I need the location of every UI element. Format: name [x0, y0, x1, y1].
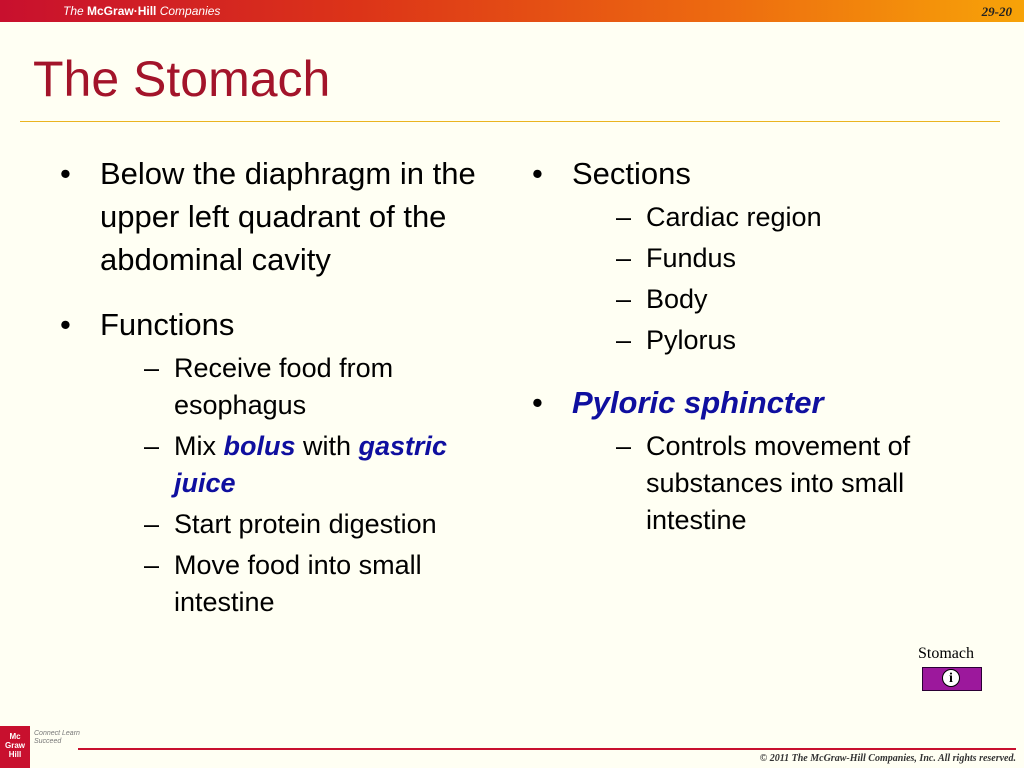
sphincter-list [616, 428, 992, 539]
dash-glyph: – [616, 284, 632, 314]
dash-glyph: – [616, 431, 632, 461]
brand-wordmark: The McGraw·Hill Companies [63, 4, 221, 18]
function-item: – Receive food from esophagus [144, 350, 505, 424]
term-bolus: bolus [223, 431, 296, 461]
term-gastric-juice: gastric juice [174, 431, 448, 498]
bullet-sections [532, 152, 992, 359]
bullet-sections-text: Sections [572, 156, 691, 191]
bullet-location-text: Below the diaphragm in the upper left quadrant of the abdominal cavity [100, 156, 476, 277]
left-column [60, 152, 505, 643]
function-item: – Move food into small intestine [144, 547, 505, 621]
dash-glyph: – [616, 325, 632, 355]
dash-glyph: – [144, 431, 160, 461]
dash-glyph: – [144, 509, 160, 539]
top-banner [0, 0, 1024, 22]
info-icon: i [942, 669, 960, 687]
bullet-functions-text: Functions [100, 307, 235, 342]
functions-list [144, 350, 505, 621]
bullet-glyph: • [532, 156, 543, 191]
slide-number: 29-20 [981, 4, 1012, 19]
dash-glyph: – [616, 202, 632, 232]
mcgraw-hill-logo: Mc Graw Hill [0, 726, 30, 768]
bullet-functions [60, 303, 505, 621]
bullet-location [60, 152, 505, 281]
dash-glyph: – [144, 353, 160, 383]
logo-tagline: Connect Learn Succeed [34, 730, 80, 745]
bullet-glyph: • [60, 156, 71, 191]
function-item: – Start protein digestion [144, 506, 505, 543]
title-divider [20, 121, 1000, 122]
function-item: – Mix bolus with gastric juice [144, 428, 505, 502]
bullet-pyloric-sphincter-text: Pyloric sphincter [572, 385, 824, 420]
dash-glyph: – [616, 243, 632, 273]
bullet-glyph: • [60, 307, 71, 342]
right-column [532, 152, 992, 561]
sections-list [616, 199, 992, 359]
slide-title: The Stomach [33, 51, 331, 107]
copyright-notice: © 2011 The McGraw-Hill Companies, Inc. All rights reserved. [759, 753, 1016, 764]
bullet-pyloric-sphincter [532, 381, 992, 539]
section-item: – Cardiac region [616, 199, 992, 236]
sphincter-item: – Controls movement of substances into small intestine [616, 428, 992, 539]
dash-glyph: – [144, 550, 160, 580]
footer-divider [78, 748, 1016, 750]
stomach-link[interactable]: Stomach [918, 645, 974, 662]
section-item: – Body [616, 281, 992, 318]
stomach-info-button[interactable] [922, 667, 982, 691]
bullet-glyph: • [532, 385, 543, 420]
section-item: – Fundus [616, 240, 992, 277]
section-item: – Pylorus [616, 322, 992, 359]
